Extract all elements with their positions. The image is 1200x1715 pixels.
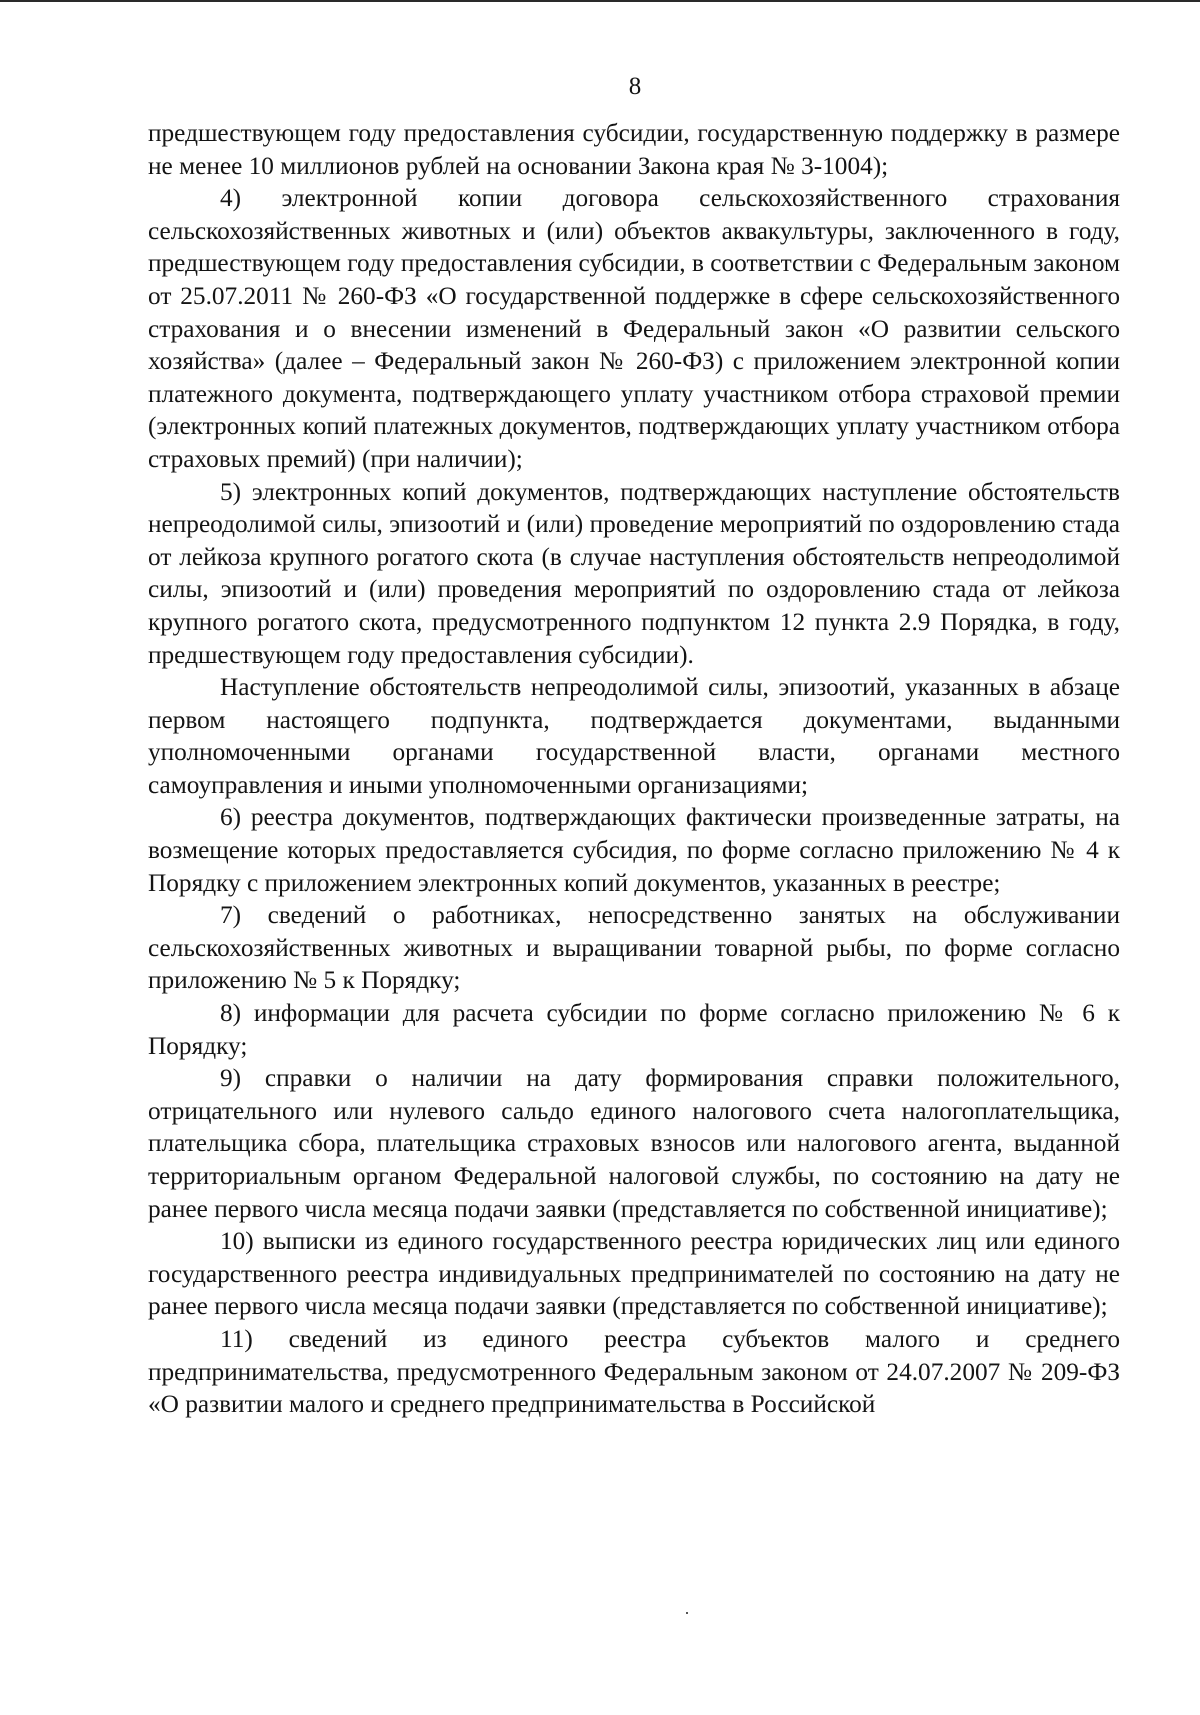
paragraph-item-5-note: Наступление обстоятельств непреодолимой силы, эпизоотий, указанных в абзаце первом настоящего подпункта, подтверждается документами, выданными уполномоченными органами государственной власти, органами местного самоуправления и иными уполномоченными организациями; bbox=[148, 673, 1120, 799]
document-body bbox=[148, 117, 1120, 1421]
scan-speck bbox=[686, 1612, 688, 1614]
paragraph-item-11: 11) сведений из единого реестра субъектов малого и среднего предпринимательства, предусмотренного Федеральным законом от 24.07.2007 № 209-ФЗ «О развитии малого и среднего предпринимательства в Российской bbox=[148, 1324, 1120, 1419]
paragraph-item-6: 6) реестра документов, подтверждающих фактически произведенные затраты, на возмещение которых предоставляется субсидия, по форме согласно приложению № 4 к Порядку с приложением электронных копий документов, указанных в реестре; bbox=[148, 803, 1120, 897]
scan-top-edge bbox=[0, 0, 1200, 2]
paragraph-item-7: 7) сведений о работниках, непосредственно занятых на обслуживании сельскохозяйственных животных и выращивании товарной рыбы, по форме согласно приложению № 5 к Порядку; bbox=[148, 901, 1120, 995]
paragraph-item-5: 5) электронных копий документов, подтверждающих наступление обстоятельств непреодолимой силы, эпизоотий и (или) проведение мероприятий по оздоровлению стада от лейкоза крупного рогатого скота (в случае наступления обстоятельств непреодолимой силы, эпизоотий и (или) проведения мероприятий по оздоровлению стада от лейкоза крупного рогатого скота, предусмотренного подпунктом 12 пункта 2.9 Порядка, в году, предшествующем году предоставления субсидии). bbox=[148, 477, 1120, 669]
page-number: 8 bbox=[628, 73, 642, 100]
paragraph-item-8: 8) информации для расчета субсидии по форме согласно приложению № 6 к Порядку; bbox=[148, 999, 1120, 1060]
paragraph-item-10: 10) выписки из единого государственного реестра юридических лиц или единого государственного реестра индивидуальных предпринимателей по состоянию на дату не ранее первого числа месяца подачи заявки (представляется по собственной инициативе); bbox=[148, 1227, 1120, 1321]
paragraph-item-4: 4) электронной копии договора сельскохозяйственного страхования сельскохозяйственных животных и (или) объектов аквакультуры, заключенного в году, предшествующем году предоставления субсидии, в соответствии с Федеральным законом от 25.07.2011 № 260-ФЗ «О государственной поддержке в сфере сельскохозяйственного страхования и о внесении изменений в Федеральный закон «О развитии сельского хозяйства» (далее – Федеральный закон № 260-ФЗ) с приложением электронной копии платежного документа, подтверждающего уплату участником отбора страховой премии (электронных копий платежных документов, подтверждающих уплату участником отбора страховых премий) (при наличии); bbox=[148, 184, 1120, 473]
paragraph-continuation: предшествующем году предоставления субсидии, государственную поддержку в размере не менее 10 миллионов рублей на основании Закона края № 3-1004); bbox=[148, 119, 1120, 180]
paragraph-item-9: 9) справки о наличии на дату формирования справки положительного, отрицательного или нулевого сальдо единого налогового счета налогоплательщика, плательщика сбора, плательщика страховых взносов или налогового агента, выданной территориальным органом Федеральной налоговой службы, по состоянию на дату не ранее первого числа месяца подачи заявки (представляется по собственной инициативе); bbox=[148, 1064, 1120, 1223]
